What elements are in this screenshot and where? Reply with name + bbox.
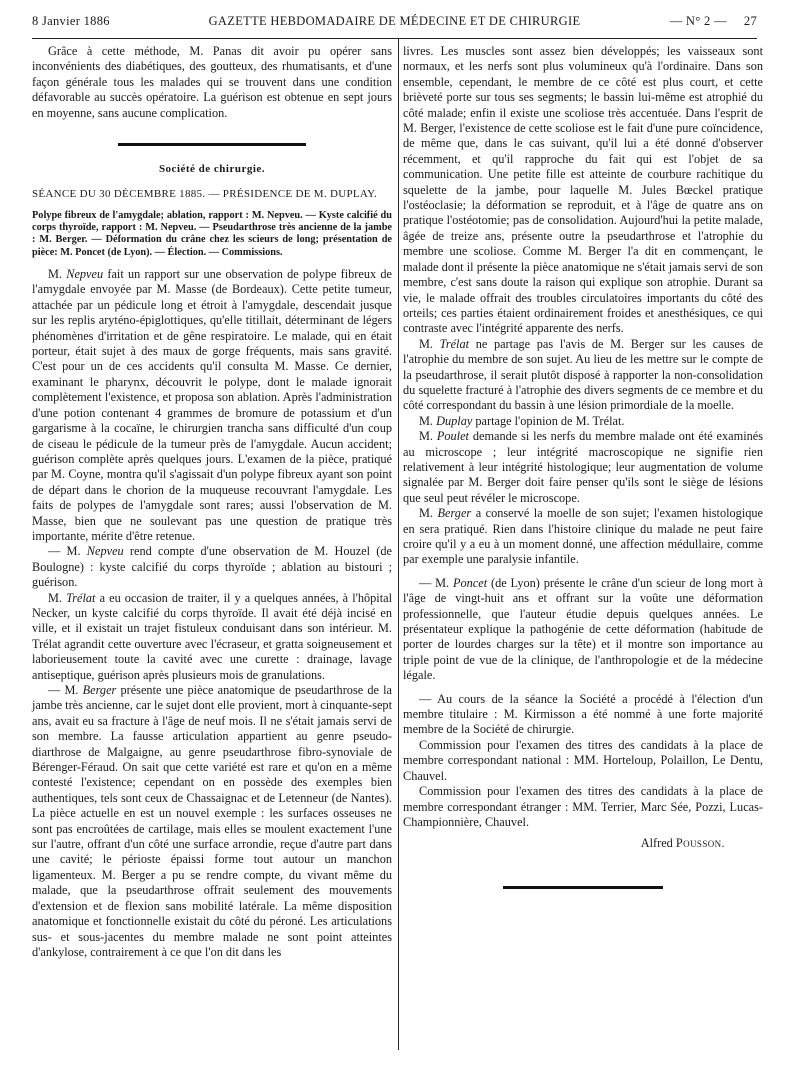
- section-rule: [118, 143, 306, 146]
- commission-national-paragraph: Commission pour l'examen des titres des candidats à la place de membre correspondant national : MM. Horteloup, Polaillon, Le Dentu, Chauvel.: [403, 737, 763, 783]
- berger-continuation-paragraph: livres. Les muscles sont assez bien développés; les vaisseaux sont normaux, et les nerfs sont plus volumineux qu'à l'ordinaire. Dans son ensemble, cependant, le membre de ce côté est plus court, et cette brièveté porte sur tous ses segments; le bassin lui-même est atrophié du côté malade; enfin il existe une scoliose très accentuée. Dans l'esprit de M. Berger, l'existence de cette scoliose est le fait d'une pure coïncidence, de même que, dans le cas suivant, qu'il lui a été donné d'observer récemment, et qu'il rapproche du fait qui est l'objet de sa communication. Une petite fille est atteinte de courbure rachitique du squelette de la jambe, pour laquelle M. Jules Bœckel pratique l'ostéoclasie; la déformation se reproduit, et à l'âge de quatre ans on pratique l'ostéotomie; pas de consolidation. Aujourd'hui la petite malade, âgée de treize ans, présente outre la pseudarthrose et l'atrophie du membre une scoliose. Comme M. Berger l'a dit en commençant, le malade dont il présente la pièce anatomique ne s'était jamais servi de son membre, c'est sans doute la raison qui explique son atrophie. Durant sa vie, le malade offrait des troubles circulatoires importants du côté des orteils; ces parties étaient ordinairement froides et anesthésiques, ce qui contraste avec l'intégrité apparente des nerfs.: [403, 44, 763, 336]
- author-first-name: Alfred: [640, 836, 673, 851]
- paragraph-text: demande si les nerfs du membre malade ont été examinés au microscope ; leur intégrité macroscopique ne signifie rien relativement à leur intégrité histologique; leur augmentation de volume signalée par M. Berger doit faire penser qu'ils sont le siège de lésions que seul peut révéler le microscope.: [403, 429, 763, 505]
- author-signature: [403, 836, 763, 851]
- header-rule: [32, 38, 757, 39]
- paragraph-text: a conservé la moelle de son sujet; l'examen histologique en sera pratiqué. Rien dans l'histoire clinique du malade ne peut faire croire qu'il y a eu à un moment donné, une affection médullaire, comme par exemple une paralysie infantile.: [403, 506, 763, 567]
- speaker-name: Poulet: [436, 429, 469, 444]
- speaker-name: Trélat: [439, 336, 470, 351]
- berger-pseudarthrose-paragraph: — M. Berger présente une pièce anatomique de pseudarthrose de la jambe très ancienne, car le sujet dont elle provient, mort à cinquante-sept ans, avait eu sa fracture à l'âge de neuf mois. Il ne s'était jamais servi de son membre. La fausse articulation appartient au genre pseudo-diarthrose de Malgaigne, au genre pseudarthrose fibro-synoviale de Bérenger-Féraud. On sait que cette variété est rare et qu'on en a même contesté l'existence; cependant on en possède des exemples bien authentiques, tels sont ceux de Chassaignac et de Letenneur (de Nantes). La pièce actuelle en est un nouvel exemple : les surfaces osseuses ne sont pas encroûtées de cartilage, mais elles se moulent exactement l'une sur l'autre, offrant d'un côté une surface arrondie, reçue d'autre part dans une cavité; le périoste épaissi forme tout autour un manchon ligamenteux. M. Berger a pu se rendre compte, du vivant même du malade, que la pseudarthrose offrait seulement des mouvements d'extension et de flexion sans mobilité latérale. La même disposition anatomique et fonctionnelle existait du côté du péroné. Les articulations sus- et sous-jacentes du membre malade ne sont point atteintes d'ankylose, contrairement à ce que l'on dit dans les: [32, 683, 392, 959]
- duplay-paragraph: M. Duplay partage l'opinion de M. Trélat.: [419, 413, 625, 428]
- poncet-paragraph: — M. Poncet (de Lyon) présente le crâne d'un scieur de long mort à l'âge de vingt-huit ans et offrant sur la voûte une déformation professionnelle, que l'auteur étudie depuis quelques années. Le présentateur explique la pathogénie de cette déformation (habitude de porter de lourdes charges sur la tête) et il montre son importance au triple point de vue de la clinique, de l'anthropologie et de la médecine légale.: [403, 575, 763, 683]
- speaker-name: Trélat: [66, 590, 96, 605]
- paragraph-text: a eu occasion de traiter, il y a quelques années, à l'hôpital Necker, un kyste calcifié du corps thyroïde. Il avait été déjà incisé en ville, et il existait un trajet fistuleux conduisant dans son intérieur. M. Trélat agrandit cette ouverture avec l'écraseur, et gratta soigneusement et laborieusement toute la cavité avec une curette : drainage, lavage antiseptique, guérison après plusieurs mois de granulations.: [32, 590, 393, 682]
- berger-moelle-paragraph: M. Berger a conservé la moelle de son sujet; l'examen histologique en sera pratiqué. Rien dans l'histoire clinique du malade ne peut faire croire qu'il y a eu à un moment donné, une affection médullaire, comme par exemple une paralysie infantile.: [403, 506, 763, 567]
- paragraph-text: présente une pièce anatomique de pseudarthrose de la jambe très ancienne, car le sujet dont elle provient, mort à cinquante-sept ans, avait eu sa fracture à l'âge de neuf mois. Il ne s'était jamais servi de son membre. La fausse articulation appartient au genre pseudo-diarthrose de Malgaigne, au genre pseudarthrose fibro-synoviale de Bérenger-Féraud. On sait que cette variété est rare et qu'on en a même contesté l'existence; cependant on en possède des exemples bien authentiques, tels sont ceux de Chassaignac et de Letenneur (de Nantes). La pièce actuelle en est un nouvel exemple : les surfaces osseuses ne sont pas encroûtées de cartilage, mais elles se moulent exactement l'une sur l'autre, offrant d'un côté une surface arrondie, reçue d'autre part dans une cavité; le périoste épaissi forme tout autour un manchon ligamenteux. M. Berger a pu se rendre compte, du vivant même du malade, que la pseudarthrose offrait seulement des mouvements d'extension et de flexion sans mobilité latérale. La même disposition anatomique et fonctionnelle existait du côté du péroné. Les articulations sus- et sous-jacentes du membre malade ne sont point atteintes d'ankylose, contrairement à ce que l'on dit dans les: [32, 683, 392, 959]
- paragraph-text: partage l'opinion de M. Trélat.: [475, 413, 625, 428]
- page-number: 27: [743, 14, 757, 28]
- issue-number: — N° 2 —: [669, 14, 727, 28]
- poulet-paragraph: M. Poulet demande si les nerfs du membre malade ont été examinés au microscope ; leur intégrité macroscopique ne signifie rien relativement à leur intégrité histologique; leur augmentation de volume signalée par M. Berger doit faire penser qu'ils sont le siège de lésions que seul peut révéler le microscope.: [403, 429, 763, 505]
- nepveu-polype-paragraph: M. Nepveu fait un rapport sur une observation de polype fibreux de l'amygdale envoyée par M. Masse (de Bordeaux). Cette petite tumeur, attachée par un pédicule long et étroit à l'amygdale, descendait jusque sur les replis aryténo-épiglottiques, qu'elle titillait, déterminant de légers phénomènes d'irritation et de gêne respiratoire. Le malade, qui en était porteur, était sujet à des maux de gorge fréquents, mais sans gravité. C'est pour un de ces accidents qu'il consulta M. Masse. Ce dernier, examinant le pharynx, découvrit le polype, dont le malade ignorait complètement l'existence, et proposa son ablation. Après l'administration d'une potion contenant 4 grammes de bromure de potassium et d'un gargarisme à la cocaïne, le chirurgien trancha sans difficulté d'un coup de ciseau le pédicule de la tumeur près de l'amygdale. Aucun accident; guérison complète après quelques jours. L'examen de la pièce, pratiqué par M. Coyne, montra qu'il s'agissait d'un polype fibreux ayant son point de départ dans le chorion de la muqueuse recouvrant l'amygdale. Les faits de polypes de l'amygdale sont rares; aussi l'observation de M. Masse, bien que ne soulevant pas une question de pratique très importante, mérite d'être retenue.: [32, 267, 392, 543]
- session-summary: Polype fibreux de l'amygdale; ablation, rapport : M. Nepveu. — Kyste calcifié du corps thyroïde, rapport : M. Nepveu. — Pseudarthrose très ancienne de la jambe : M. Berger. — Déformation du crâne chez les scieurs de long; présentation de pièce: M. Poncet (de Lyon). — Élection. — Commissions.: [32, 209, 392, 258]
- end-rule: [503, 886, 663, 889]
- society-heading: Société de chirurgie.: [158, 163, 266, 176]
- trelat-avis-paragraph: M. Trélat ne partage pas l'avis de M. Berger sur les causes de l'atrophie du membre de son sujet. Au lieu de les mettre sur le compte de la pseudarthrose, il serait plutôt disposé à rapporter la non-consolidation du squelette fracturé à l'atrophie des divers segments de ce membre et du côté correspondant du bassin à une lésion primordiale de la moelle.: [403, 336, 763, 413]
- paragraph-text: (de Lyon) présente le crâne d'un scieur de long mort à l'âge de vingt-huit ans et offrant sur la voûte une déformation professionnelle, que l'auteur étudie depuis quelques années. Le présentateur explique la pathogénie de cette déformation (habitude de porter de lourdes charges sur la tête) et il montre son importance au triple point de vue de la clinique, de l'anthropologie et de la médecine légale.: [403, 575, 763, 683]
- paragraph-text: rend compte d'une observation de M. Houzel (de Boulogne) : kyste calcifié du corps thyroïde ; ablation au bistouri ; guérison.: [32, 544, 392, 590]
- election-paragraph: — Au cours de la séance la Société a procédé à l'élection d'un membre titulaire : M. Kirmisson a été nommé à une forte majorité membre de la Société de chirurgie.: [403, 691, 763, 737]
- trelat-kyste-paragraph: M. Trélat a eu occasion de traiter, il y a quelques années, à l'hôpital Necker, un kyste calcifié du corps thyroïde. Il avait été déjà incisé en ville, et il existait un trajet fistuleux conduisant dans son intérieur. M. Trélat agrandit cette ouverture avec l'écraseur, et gratta soigneusement et laborieusement toute la cavité avec une curette : drainage, lavage antiseptique, guérison après plusieurs mois de granulations.: [32, 590, 393, 682]
- nepveu-kyste-paragraph: — M. Nepveu rend compte d'une observation de M. Houzel (de Boulogne) : kyste calcifié du corps thyroïde ; ablation au bistouri ; guérison.: [32, 544, 392, 590]
- header-issue-page: [670, 14, 757, 29]
- paragraph-text: fait un rapport sur une observation de polype fibreux de l'amygdale envoyée par M. Masse (de Bordeaux). Cette petite tumeur, attachée par un pédicule long et étroit à l'amygdale, descendait jusque sur les replis aryténo-épiglottiques, qu'elle titillait, déterminant de légers phénomènes d'irritation et de gêne respiratoire. Le malade, qui en était porteur, était sujet à des maux de gorge fréquents, mais sans gravité. C'est pour un de ces accidents qu'il consulta M. Masse. Ce dernier, examinant le pharynx, découvrit le polype, dont le malade ignorait complètement l'existence, et proposa son ablation. Après l'administration d'une potion contenant 4 grammes de bromure de potassium et d'un gargarisme à la cocaïne, le chirurgien trancha sans difficulté d'un coup de ciseau le pédicule de la tumeur près de l'amygdale. Aucun accident; guérison complète après quelques jours. L'examen de la pièce, pratiqué par M. Coyne, montra qu'il s'agissait d'un polype fibreux ayant son point de départ dans le chorion de la muqueuse recouvrant l'amygdale. Les faits de polypes de l'amygdale sont rares; aussi l'observation de M. Masse, bien que ne soulevant pas une question de pratique très importante, mérite d'être retenue.: [32, 267, 392, 543]
- right-column: [403, 44, 763, 889]
- journal-title: GAZETTE HEBDOMADAIRE DE MÉDECINE ET DE CHIRURGIE: [208, 14, 581, 28]
- paragraph-text: ne partage pas l'avis de M. Berger sur les causes de l'atrophie du membre de son sujet. Au lieu de les mettre sur le compte de la pseudarthrose, il serait plutôt disposé à rapporter la non-consolidation du squelette fracturé à l'atrophie des divers segments de ce membre et du côté correspondant du bassin à une lésion primordiale de la moelle.: [403, 336, 763, 413]
- speaker-name: Berger: [437, 506, 472, 521]
- commission-etranger-paragraph: Commission pour l'examen des titres des candidats à la place de membre correspondant étranger : MM. Terrier, Marc Sée, Pozzi, Lucas-Championnière, Chauvel.: [403, 784, 763, 829]
- left-column: [32, 44, 392, 960]
- author-last-name: Pousson.: [675, 836, 725, 851]
- page-header: [32, 10, 757, 32]
- speaker-name: Nepveu: [66, 267, 104, 282]
- speaker-name: Nepveu: [86, 544, 124, 559]
- speaker-name: Duplay: [436, 413, 473, 428]
- header-date: 8 Janvier 1886: [32, 14, 110, 28]
- seance-line: SÉANCE DU 30 DÉCEMBRE 1885. — PRÉSIDENCE DE M. DUPLAY.: [32, 188, 378, 201]
- intro-paragraph: Grâce à cette méthode, M. Panas dit avoir pu opérer sans inconvénients des diabétiques, des goutteux, des rhumatisants, et d'une façon générale tous les malades qui se trouvent dans une condition défavorable au succès opératoire. La guérison est obtenue en sept jours en moyenne, sans aucune complication.: [32, 44, 392, 120]
- speaker-name: Berger: [82, 683, 117, 697]
- speaker-name: Poncet: [452, 575, 488, 590]
- column-divider: [398, 38, 399, 1050]
